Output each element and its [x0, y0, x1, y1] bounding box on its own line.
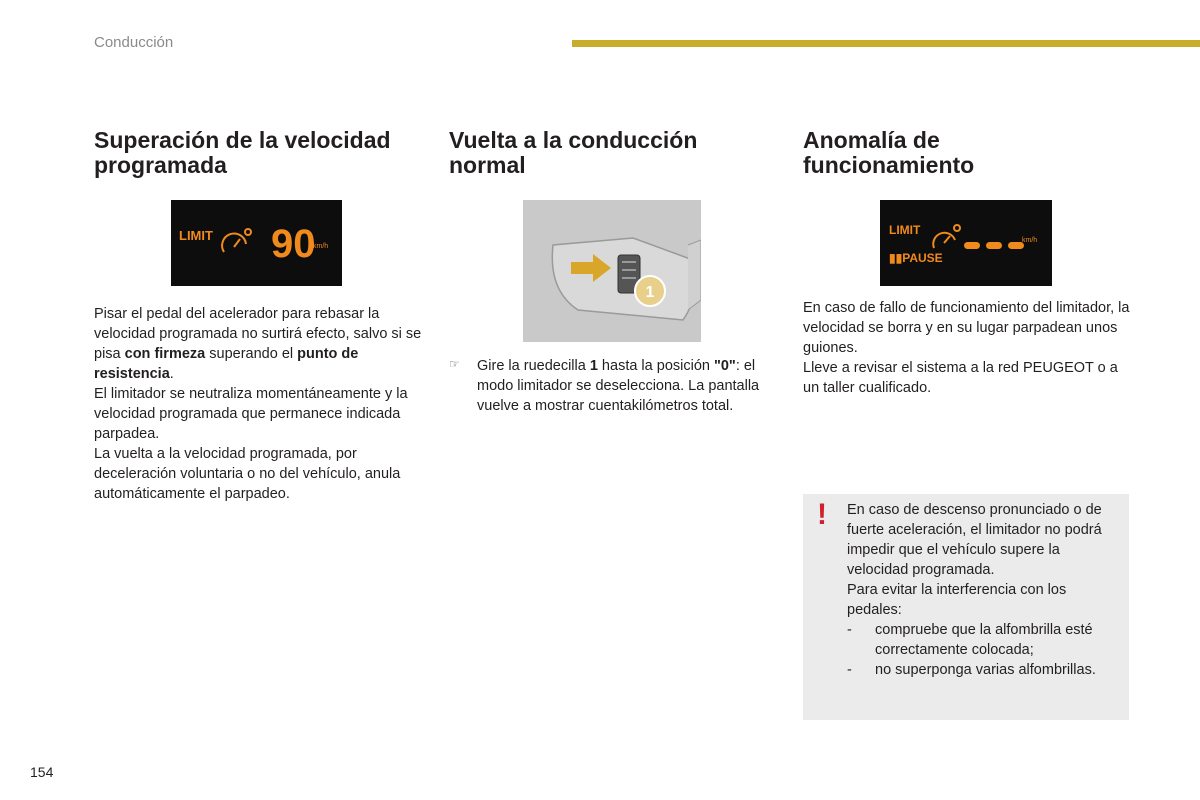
- warning-paragraph-2: Para evitar la interferencia con los pedales:: [847, 582, 1067, 618]
- speed-exceed-paragraph-2: El limitador se neutraliza momentáneamente y la velocidad programada que permanece indicada parpadea.: [94, 386, 408, 442]
- lever-stalk: [688, 240, 701, 310]
- warning-text: [847, 500, 1123, 680]
- display-limit-label: LIMIT: [179, 228, 213, 243]
- normal-driving-bullet: ☞ Gire la ruedecilla 1 hasta la posición "0": el modo limitador se deselecciona. La pantalla vuelve a mostrar cuentakilómetros total.: [449, 357, 760, 414]
- speedometer-icon: [222, 229, 251, 252]
- lever-graphic: [523, 200, 701, 342]
- section-title-speed-exceed: Superación de la velocidad programada: [94, 127, 391, 178]
- pause-display-graphic: [880, 200, 1052, 286]
- display-speed-unit: km/h: [313, 243, 329, 250]
- warning-exclamation-icon: !: [817, 498, 827, 531]
- normal-driving-text: [449, 356, 779, 416]
- column-speed-exceed: [94, 128, 424, 178]
- display-dash-2: [986, 242, 1002, 249]
- warning-list-item: - compruebe que la alfombrilla esté correctamente colocada;: [847, 622, 1093, 658]
- display-pause-label: ▮▮PAUSE: [889, 251, 943, 265]
- pause-display-figure: [880, 200, 1052, 286]
- speedometer-icon: [933, 225, 960, 248]
- display-limit-label: LIMIT: [889, 223, 921, 237]
- column-normal-driving: [449, 128, 779, 178]
- display-dash-1: [964, 242, 980, 249]
- speed-exceed-paragraph-3: La vuelta a la velocidad programada, por deceleración voluntaria o no del vehículo, anula automáticamente el parpadeo.: [94, 446, 401, 502]
- section-header: Conducción: [94, 34, 174, 51]
- malfunction-paragraph-1: En caso de fallo de funcionamiento del limitador, la velocidad se borra y en su lugar parpadean unos guiones.: [803, 300, 1130, 356]
- malfunction-text: [803, 298, 1133, 398]
- limit-display-graphic: [171, 200, 342, 286]
- warning-list-item: - no superponga varias alfombrillas.: [847, 662, 1096, 678]
- callout-number: 1: [645, 284, 655, 301]
- warning-paragraph-1: En caso de descenso pronunciado o de fuerte aceleración, el limitador no podrá impedir que el vehículo supere la velocidad programada.: [847, 502, 1102, 578]
- column-malfunction: [803, 128, 1133, 178]
- lever-figure: [523, 200, 701, 342]
- limit-display-figure: [171, 200, 342, 286]
- display-speed-unit: km/h: [1022, 237, 1038, 244]
- speed-exceed-text: [94, 304, 424, 504]
- page-number: 154: [30, 764, 54, 780]
- header-accent-bar: [572, 40, 1200, 47]
- display-speed-value: 90: [271, 222, 316, 266]
- section-title-normal-driving: Vuelta a la conducción normal: [449, 127, 698, 178]
- speed-exceed-paragraph-1: Pisar el pedal del acelerador para rebasar la velocidad programada no surtirá efecto, salvo si se pisa con firmeza superando el punto de resistencia.: [94, 306, 422, 382]
- section-title-malfunction: Anomalía de funcionamiento: [803, 127, 975, 178]
- pointing-hand-icon: ☞: [449, 357, 460, 371]
- malfunction-paragraph-2: Lleve a revisar el sistema a la red PEUGEOT o a un taller cualificado.: [803, 360, 1118, 396]
- warning-box: [803, 494, 1129, 720]
